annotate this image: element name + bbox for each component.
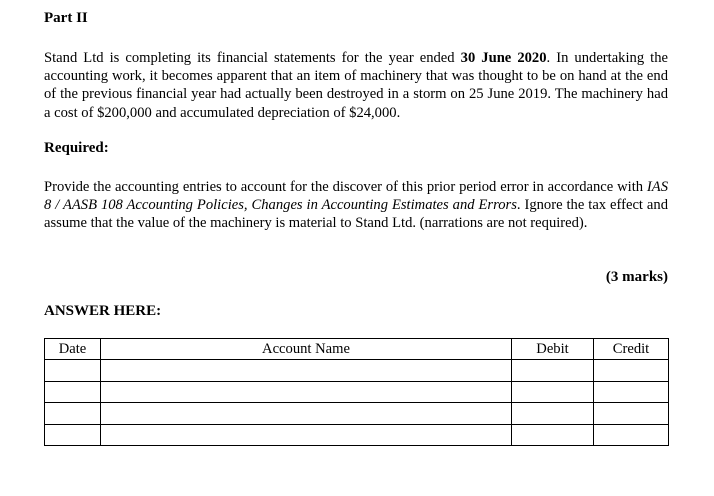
account-name-cell[interactable] <box>101 424 512 445</box>
scenario-text-end: . In undertaking the accounting work, it becomes apparent that an item of machinery that was thought to be on hand at the end of the previous financial year had actually been destroyed in a storm on 25 June 2019. The machinery had a cost of $200,000 and accumulated depreciation of $24,000. <box>44 50 669 121</box>
credit-cell[interactable] <box>594 424 669 445</box>
credit-cell[interactable] <box>594 360 669 381</box>
accounting-standard-reference: IAS 8 / AASB 108 Accounting Policies, Changes in Accounting Estimates and Errors <box>44 179 668 214</box>
debit-cell[interactable] <box>512 381 594 402</box>
table-header-row <box>45 339 669 360</box>
table-row <box>45 403 669 424</box>
date-cell[interactable] <box>45 403 101 424</box>
scenario-paragraph <box>44 49 668 122</box>
debit-cell[interactable] <box>512 360 594 381</box>
account-name-cell[interactable] <box>101 360 512 381</box>
part-title: Part II <box>44 10 88 26</box>
date-cell[interactable] <box>45 360 101 381</box>
table-row <box>45 381 669 402</box>
marks-label: (3 marks) <box>605 269 668 285</box>
scenario-text-start: Stand Ltd is completing its financial statements for the year ended <box>44 50 461 66</box>
debit-column-header: Debit <box>512 339 594 360</box>
account-name-cell[interactable] <box>101 403 512 424</box>
instruction-text-start: Provide the accounting entries to account for the discover of this prior period error in accordance with <box>44 179 647 195</box>
instruction-text-end: . Ignore the tax effect and assume that the value of the machinery is material to Stand Ltd. (narrations are not required). <box>44 197 669 232</box>
credit-cell[interactable] <box>594 403 669 424</box>
date-cell[interactable] <box>45 381 101 402</box>
debit-cell[interactable] <box>512 424 594 445</box>
credit-column-header: Credit <box>594 339 669 360</box>
journal-entry-table <box>44 338 669 446</box>
scenario-year-end-date: 30 June 2020 <box>460 50 547 66</box>
credit-cell[interactable] <box>594 381 669 402</box>
account-name-column-header: Account Name <box>101 339 512 360</box>
table-row <box>45 360 669 381</box>
date-cell[interactable] <box>45 424 101 445</box>
account-name-cell[interactable] <box>101 381 512 402</box>
required-heading: Required: <box>44 140 109 156</box>
debit-cell[interactable] <box>512 403 594 424</box>
answer-heading: ANSWER HERE: <box>44 303 162 319</box>
instruction-paragraph <box>44 178 668 233</box>
date-column-header: Date <box>45 339 101 360</box>
table-row <box>45 424 669 445</box>
